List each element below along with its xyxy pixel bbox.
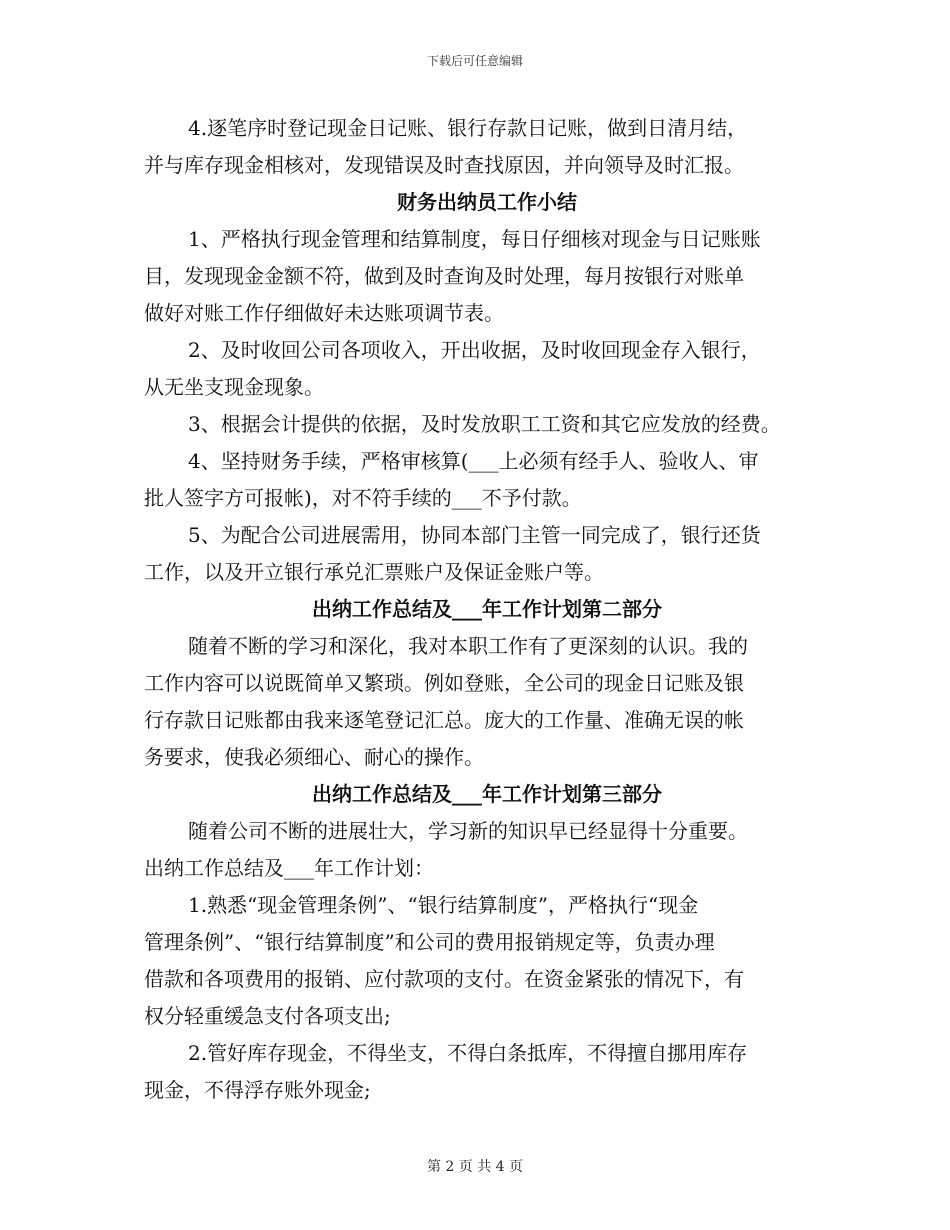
paragraph-line: 工作，以及开立银行承兑汇票账户及保证金账户等。 <box>144 560 604 584</box>
paragraph-line: 并与库存现金相核对，发现错误及时查找原因，并向领导及时汇报。 <box>144 153 744 177</box>
paragraph-line: 管理条例”、“银行结算制度”和公司的费用报销规定等，负责办理 <box>144 930 715 954</box>
paragraph-line: 行存款日记账都由我来逐笔登记汇总。庞大的工作量、准确无误的帐 <box>144 708 744 732</box>
paragraph-line: 3、根据会计提供的依据，及时发放职工工资和其它应发放的经费。 <box>188 412 781 436</box>
document-body <box>144 110 830 1109</box>
page-footer: 第 2 页 共 4 页 <box>426 1159 524 1175</box>
section-heading: 出纳工作总结及___年工作计划第二部分 <box>312 597 662 621</box>
paragraph-line: 1、严格执行现金管理和结算制度，每日仔细核对现金与日记账账 <box>188 227 761 251</box>
paragraph-line: 4.逐笔序时登记现金日记账、银行存款日记账，做到日清月结， <box>188 116 748 140</box>
section-heading: 出纳工作总结及___年工作计划第三部分 <box>312 782 662 806</box>
paragraph-line: 从无坐支现金现象。 <box>144 375 324 399</box>
paragraph-line: 借款和各项费用的报销、应付款项的支付。在资金紧张的情况下，有 <box>144 967 744 991</box>
paragraph-line: 现金，不得浮存账外现金; <box>144 1078 371 1102</box>
paragraph-line: 1.熟悉“现金管理条例”、“银行结算制度”，严格执行“现金 <box>188 893 699 917</box>
paragraph-line: 目，发现现金金额不符，做到及时查询及时处理，每月按银行对账单 <box>144 264 744 288</box>
section-heading: 财务出纳员工作小结 <box>397 190 577 214</box>
page-header: 下载后可任意编辑 <box>426 54 523 68</box>
paragraph-line: 2.管好库存现金，不得坐支，不得白条抵库，不得擅自挪用库存 <box>188 1041 748 1065</box>
paragraph-line: 5、为配合公司进展需用，协同本部门主管一同完成了，银行还货 <box>188 523 761 547</box>
paragraph-line: 权分轻重缓急支付各项支出; <box>144 1004 391 1028</box>
paragraph-line: 2、及时收回公司各项收入，开出收据，及时收回现金存入银行， <box>188 338 761 362</box>
paragraph-line: 做好对账工作仔细做好未达账项调节表。 <box>144 301 504 325</box>
paragraph-line: 批人签字方可报帐)，对不符手续的___不予付款。 <box>144 486 582 510</box>
paragraph-line: 4、坚持财务手续，严格审核算(___上必须有经手人、验收人、审 <box>188 449 759 473</box>
paragraph-line: 工作内容可以说既简单又繁琐。例如登账，全公司的现金日记账及银 <box>144 671 744 695</box>
paragraph-line: 随着不断的学习和深化，我对本职工作有了更深刻的认识。我的 <box>188 634 748 658</box>
paragraph-line: 出纳工作总结及___年工作计划： <box>144 856 434 880</box>
paragraph-line: 务要求，使我必须细心、耐心的操作。 <box>144 745 484 769</box>
paragraph-line: 随着公司不断的进展壮大，学习新的知识早已经显得十分重要。 <box>188 819 748 843</box>
